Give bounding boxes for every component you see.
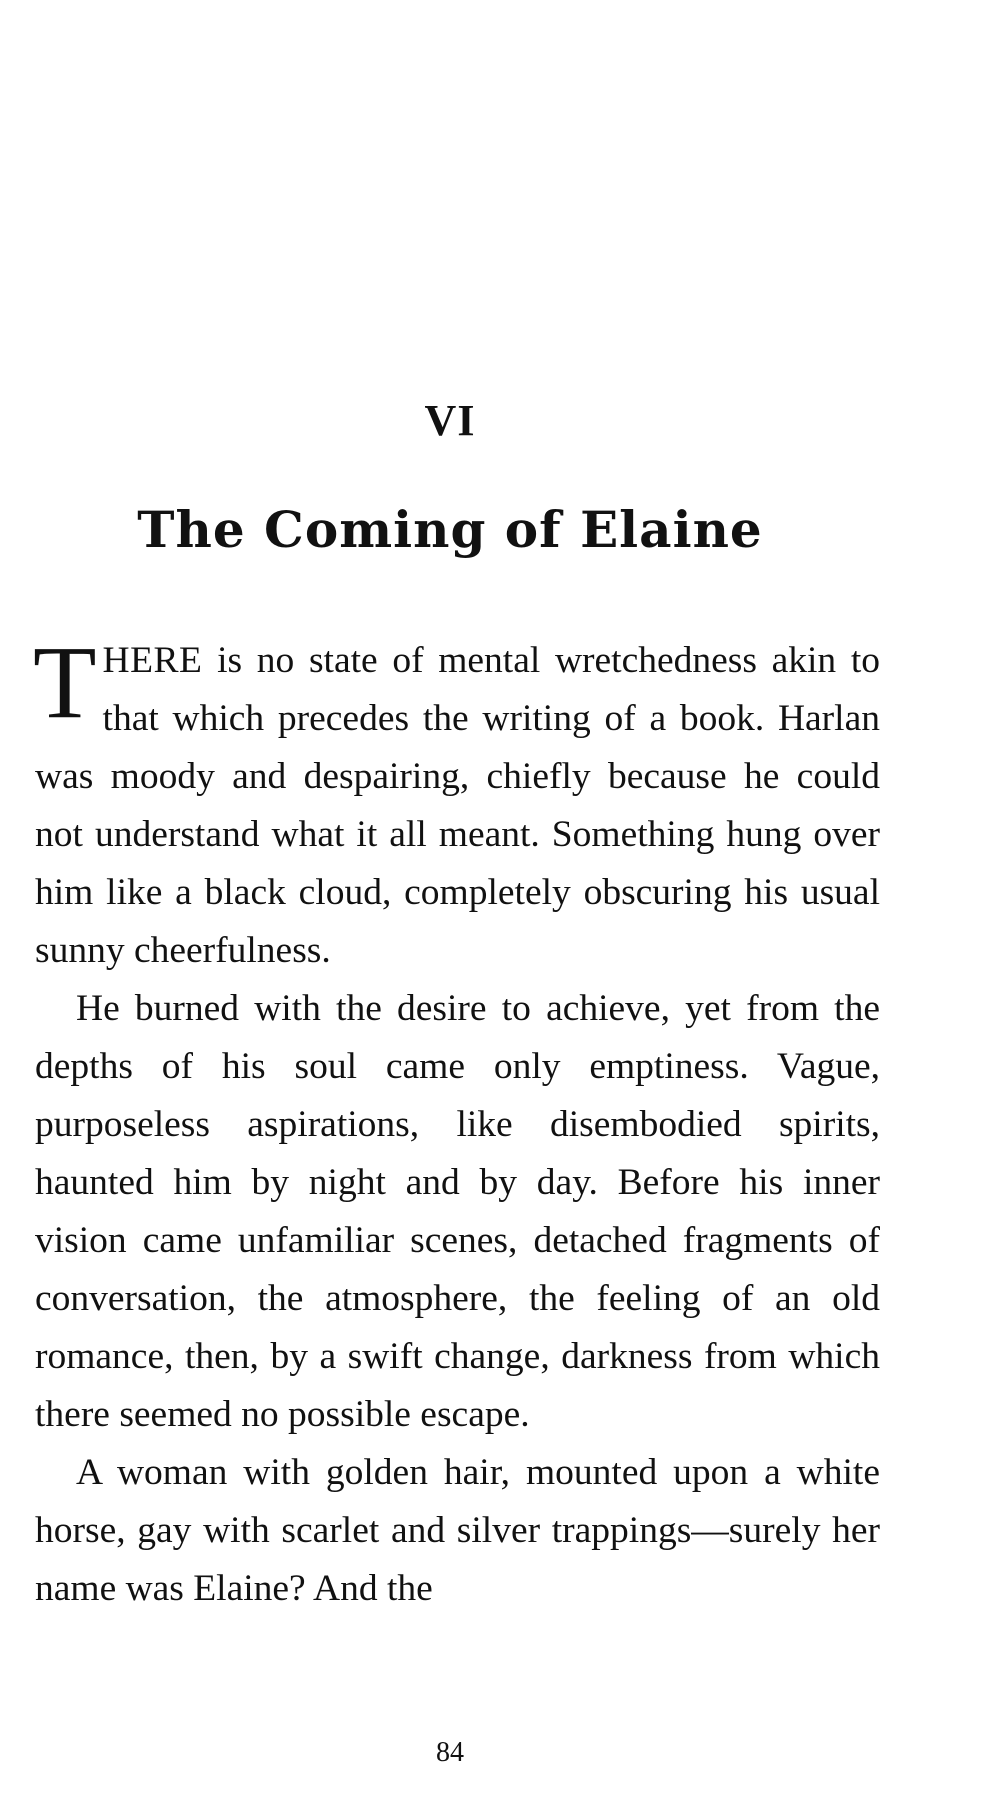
body-text: [33, 625, 880, 1618]
paragraph-3: A woman with golden hair, mounted upon a white horse, gay with scarlet and silver trappings—surely her name was Elaine? And the: [35, 1452, 880, 1609]
page-number: 84: [436, 1737, 464, 1768]
paragraph-text: is no state of mental wretchedness akin to that which precedes the writing of a book. Harlan was moody and despairing, chiefly because he could not understand what it all meant. Something hung over him like a black cloud, completely obscuring his usual sunny cheerfulness.: [35, 640, 880, 971]
paragraph-1: [33, 625, 880, 980]
chapter-title: The Coming of Elaine: [137, 500, 763, 559]
drop-cap: T: [33, 625, 97, 740]
paragraph-2: He burned with the desire to achieve, yet from the depths of his soul came only emptiness. Vague, purposeless aspirations, like disembodied spirits, haunted him by night and by day. Before his inner vision came unfamiliar scenes, detached fragments of conversation, the atmosphere, the feeling of an old romance, then, by a swift change, darkness from which there seemed no possible escape.: [35, 988, 880, 1435]
paragraph-lead-word: HERE: [102, 640, 203, 681]
chapter-number: VI: [424, 396, 476, 445]
